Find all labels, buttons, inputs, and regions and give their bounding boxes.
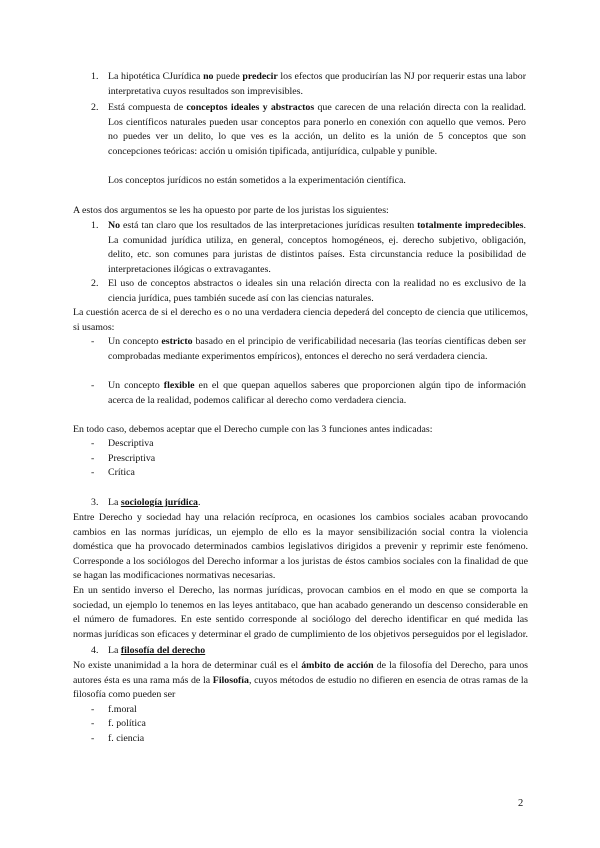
list-number: 2.: [91, 278, 99, 289]
list-item-2: El uso de conceptos abstractos o ideales sin una relación directa con la realidad no es exclusivo de la ciencia jurídica, pues también sucede así con las ciencias naturales.: [108, 278, 526, 304]
list-dash: -: [91, 453, 95, 464]
paragraph: En todo caso, debemos aceptar que el Derecho cumple con las 3 funciones antes indicadas:: [73, 424, 433, 435]
branch-item: f. ciencia: [108, 733, 145, 744]
section-number: 4.: [91, 645, 99, 656]
list-number: 2.: [91, 102, 99, 113]
list-dash: -: [91, 704, 95, 715]
list-number: 1.: [91, 71, 99, 82]
list-item-1: La hipotética CJurídica no puede predecir los efectos que producirían las NJ por requerir estas una labor interpretativa cuyos resultados son imprevisibles.: [108, 71, 526, 97]
paragraph: En un sentido inverso el Derecho, las normas jurídicas, provocan cambios en el modo en que se comporta la sociedad, un ejemplo lo tenemos en las leyes antitabaco, que han acabado generando un descenso considerable en el número de fumadores. En este sentido corresponde al sociólogo del derecho identificar en qué medida las normas jurídicas son eficaces y determinar el grado de cumplimiento de los objetivos perseguidos por el legislador.: [73, 585, 528, 640]
list-dash: -: [91, 438, 95, 449]
list-dash: -: [91, 336, 95, 347]
paragraph: Entre Derecho y sociedad hay una relación recíproca, en ocasiones los cambios sociales acaban provocando cambios en las normas jurídicas, un ejemplo de ello es la mayor sensibilización social contra la violencia doméstica que ha provocado determinados cambios legislativos dirigidos a prevenir y reprimir este fenómeno. Corresponde a los sociólogos del Derecho informar a los juristas de éstos cambios sociales con la finalidad de que se hagan las modificaciones normativas necesarias.: [73, 512, 528, 581]
section-heading: La filosofía del derecho: [108, 645, 206, 656]
section-number: 3.: [91, 497, 99, 508]
function-item: Prescriptiva: [108, 453, 156, 464]
list-item-1: No está tan claro que los resultados de las interpretaciones jurídicas resulten totalmente impredecibles. La comunidad jurídica utiliza, en general, conceptos homogéneos, ej. derecho subjetivo, obligación, delito, etc. son comunes para juristas de distintos países. Esta circunstancia reduce la posibilidad de interpretaciones ilógicas o extravagantes.: [108, 220, 526, 275]
list-dash: -: [91, 733, 95, 744]
list-dash: -: [91, 467, 95, 478]
dash-item-flexible: Un concepto flexible en el que quepan aquellos saberes que proporcionen algún tipo de información acerca de la realidad, podemos calificar al derecho como verdadera ciencia.: [108, 380, 526, 406]
list-dash: -: [91, 380, 95, 391]
dash-item-strict: Un concepto estricto basado en el principio de verificabilidad necesaria (las teorías científicas deben ser comprobadas mediante experimentos empíricos), entonces el derecho no será verdadera ciencia.: [108, 336, 526, 362]
list-dash: -: [91, 718, 95, 729]
page-number: 2: [518, 798, 524, 809]
list-item-2: Está compuesta de conceptos ideales y abstractos que carecen de una relación directa con la realidad. Los científicos naturales pueden usar conceptos para ponerlo en conexión con aquello que vemos. Pero no puedes ver un delito, lo que ves es la acción, un delito es la unión de 5 conceptos que son concepciones teóricas: acción u omisión tipificada, antijurídica, culpable y punible.: [108, 102, 527, 157]
section-heading: La sociología jurídica.: [108, 497, 201, 508]
function-item: Descriptiva: [108, 438, 154, 449]
list-item-2-note: Los conceptos jurídicos no están sometidos a la experimentación científica.: [108, 175, 406, 186]
list-number: 1.: [91, 220, 99, 231]
function-item: Crítica: [108, 467, 135, 478]
paragraph: No existe unanimidad a la hora de determinar cuál es el ámbito de acción de la filosofía del Derecho, para unos autores ésta es una rama más de la Filosofía, cuyos métodos de estudio no difieren en esencia de otras ramas de la filosofía como pueden ser: [73, 660, 529, 700]
paragraph: La cuestión acerca de si el derecho es o no una verdadera ciencia depederá del concepto de ciencia que utilicemos, si usamos:: [73, 307, 528, 333]
branch-item: f.moral: [108, 704, 137, 715]
branch-item: f. política: [108, 718, 146, 729]
paragraph: A estos dos argumentos se les ha opuesto por parte de los juristas los siguientes:: [73, 205, 389, 216]
